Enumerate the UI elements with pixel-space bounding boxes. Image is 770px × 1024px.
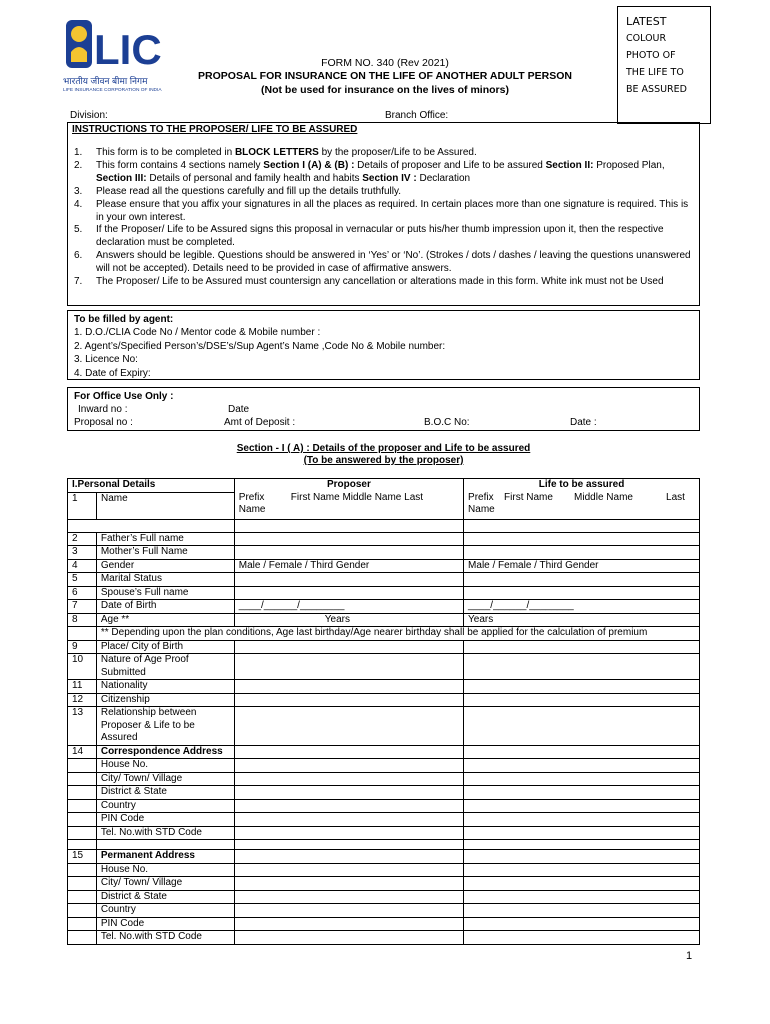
personal-details-heading: I.Personal Details <box>68 479 234 493</box>
row-number: 14 <box>68 745 97 759</box>
table-row <box>68 479 700 520</box>
address-field-label: City/ Town/ Village <box>96 772 234 786</box>
row-label: Nature of Age Proof Submitted <box>96 654 234 680</box>
row-label: Citizenship <box>96 693 234 707</box>
form-title: PROPOSAL FOR INSURANCE ON THE LIFE OF ANOTHER ADULT PERSON <box>198 70 572 82</box>
row-label: Date of Birth <box>96 600 234 614</box>
agent-line: 3. Licence No: <box>74 354 138 366</box>
row-number: 12 <box>68 693 97 707</box>
instruction-number: 6. <box>74 250 83 262</box>
instruction-number: 4. <box>74 198 83 210</box>
row-number: 6 <box>68 586 97 600</box>
row-label: Correspondence Address <box>96 745 234 759</box>
instruction-item <box>68 160 693 186</box>
first-name-label: First Name <box>504 491 553 503</box>
form-number: FORM NO. 340 (Rev 2021) <box>321 57 449 69</box>
table-row <box>68 559 700 573</box>
lic-logo <box>63 18 163 100</box>
table-row <box>68 693 700 707</box>
photo-line: PHOTO OF <box>626 50 676 61</box>
instruction-item <box>68 276 693 289</box>
table-row <box>68 546 700 560</box>
logo-caption: LIFE INSURANCE CORPORATION OF INDIA <box>63 88 162 93</box>
table-row <box>68 640 700 654</box>
row-label: Age ** <box>96 613 234 627</box>
instruction-number: 2. <box>74 159 83 171</box>
instructions-heading: INSTRUCTIONS TO THE PROPOSER/ LIFE TO BE ASSURED <box>72 124 358 135</box>
row-label: Permanent Address <box>96 850 234 864</box>
instruction-number: 1. <box>74 147 83 158</box>
instruction-text: The Proposer/ Life to be Assured must countersign any cancellation or alterations made in this form. White ink must not be Used <box>96 276 664 288</box>
section-subtitle: (To be answered by the proposer) <box>303 455 464 466</box>
address-field-label: District & State <box>96 890 234 904</box>
row-label: Father’s Full name <box>96 532 234 546</box>
instruction-text: Please read all the questions carefully and fill up the details truthfully. <box>96 185 401 197</box>
proposal-no-label: Proposal no : <box>74 417 133 429</box>
instruction-item <box>68 224 693 250</box>
row-label: Gender <box>96 559 234 573</box>
last-name-label: Last <box>666 491 685 503</box>
agent-line: 4. Date of Expiry: <box>74 367 151 379</box>
name-label: Name <box>468 504 495 515</box>
row-number: 13 <box>68 707 97 746</box>
agent-line: 1. D.O./CLIA Code No / Mentor code & Mobile number : <box>74 327 321 339</box>
branch-office-label: Branch Office: <box>385 110 449 121</box>
name-fields-label: First Name Middle Name Last <box>290 491 424 503</box>
instructions-list <box>68 147 699 289</box>
instruction-item <box>68 199 693 225</box>
table-row <box>68 850 700 864</box>
row-number: 4 <box>68 559 97 573</box>
address-field-label: Tel. No.with STD Code <box>96 931 234 945</box>
row-number: 2 <box>68 532 97 546</box>
agent-line: 2. Agent’s/Specified Person’s/DSE’s/Sup Agent’s Name ,Code No & Mobile number: <box>74 340 446 352</box>
instruction-text: If the Proposer/ Life to be Assured signs this proposal in vernacular or puts his/her thumb impression upon it, then the respective declaration must be completed. <box>96 224 664 249</box>
row-label: Nationality <box>96 680 234 694</box>
instruction-item <box>68 250 693 276</box>
life-gender-options: Male / Female / Third Gender <box>464 559 700 573</box>
photo-line: LATEST <box>626 15 667 28</box>
table-row <box>68 573 700 587</box>
address-field-label: Tel. No.with STD Code <box>96 826 234 840</box>
personal-details-table <box>67 478 700 945</box>
instruction-number: 5. <box>74 224 83 236</box>
form-subtitle: (Not be used for insurance on the lives of minors) <box>261 84 509 96</box>
agent-box <box>67 310 700 380</box>
instruction-number: 3. <box>74 185 83 197</box>
photo-line: THE LIFE TO <box>626 67 684 78</box>
row-number: 10 <box>68 654 97 680</box>
table-row <box>68 600 700 614</box>
address-field-label: PIN Code <box>96 813 234 827</box>
life-years: Years <box>464 613 700 627</box>
address-field-label: Country <box>96 904 234 918</box>
table-row <box>68 532 700 546</box>
row-number: 5 <box>68 573 97 587</box>
instruction-item <box>68 147 693 160</box>
address-field-label: House No. <box>96 863 234 877</box>
middle-name-label: Middle Name <box>574 491 633 503</box>
row-label: Place/ City of Birth <box>96 640 234 654</box>
proposer-dob-blank: ____/______/________ <box>234 600 463 614</box>
row-number: 7 <box>68 600 97 614</box>
photo-line: COLOUR <box>626 33 667 44</box>
office-use-box <box>67 387 700 431</box>
proposer-gender-options: Male / Female / Third Gender <box>234 559 463 573</box>
row-number: 1 <box>68 493 97 519</box>
address-field-label: City/ Town/ Village <box>96 877 234 891</box>
table-row <box>68 745 700 759</box>
date-label: Date <box>228 404 250 416</box>
row-label: Name <box>101 492 128 504</box>
row-number: 9 <box>68 640 97 654</box>
prefix-label: Prefix <box>238 491 265 503</box>
age-note: ** Depending upon the plan conditions, Age last birthday/Age nearer birthday shall be applied for the calculation of premium <box>96 627 699 641</box>
address-field-label: PIN Code <box>96 917 234 931</box>
row-number: 8 <box>68 613 97 627</box>
table-row <box>68 654 700 680</box>
proposer-heading: Proposer <box>326 479 371 490</box>
page-number: 1 <box>686 950 693 962</box>
table-row <box>68 680 700 694</box>
address-field-label: House No. <box>96 759 234 773</box>
boc-no-label: B.O.C No: <box>424 417 470 429</box>
instruction-text: This form contains 4 sections namely Section I (A) & (B) : Details of proposer and Life to be assured Section II: Proposed Plan, Section III: Details of personal and family health and habits Section IV : Declaration <box>96 159 665 184</box>
address-field-label: District & State <box>96 786 234 800</box>
life-dob-blank: ____/______/________ <box>464 600 700 614</box>
inward-no-label: Inward no : <box>78 404 128 416</box>
instruction-text: Answers should be legible. Questions should be answered in ‘Yes’ or ‘No’. (Strokes / dots / dashes / leaving the questions unanswered will not be accepted). Details need to be provided in case of affirmative answers. <box>96 250 691 275</box>
logo-text: LIC <box>94 26 162 73</box>
instruction-number: 7. <box>74 276 83 288</box>
instructions-box <box>67 122 700 306</box>
date-label-2: Date : <box>570 417 597 429</box>
table-row <box>68 613 700 627</box>
name-label: Name <box>238 504 266 515</box>
logo-hindi: भारतीय जीवन बीमा निगम <box>63 76 148 86</box>
instruction-item <box>68 186 693 199</box>
address-field-label: Country <box>96 799 234 813</box>
row-label: Spouse’s Full name <box>96 586 234 600</box>
table-row <box>68 586 700 600</box>
row-number: 3 <box>68 546 97 560</box>
table-row <box>68 627 700 641</box>
office-heading: For Office Use Only : <box>74 391 174 402</box>
photo-box <box>617 6 711 124</box>
division-label: Division: <box>70 110 108 121</box>
row-label: Marital Status <box>96 573 234 587</box>
proposer-years: Years <box>234 613 463 627</box>
instruction-text: Please ensure that you affix your signatures in all the places as required. In certain places more than one signature is required. This is in your own interest. <box>96 198 689 223</box>
photo-line: BE ASSURED <box>626 84 687 95</box>
prefix-label: Prefix <box>468 491 494 503</box>
row-number: 11 <box>68 680 97 694</box>
row-label: Relationship between Proposer & Life to be Assured <box>96 707 234 746</box>
instruction-text: This form is to be completed in BLOCK LETTERS by the proposer/Life to be Assured. <box>96 147 477 158</box>
row-label: Mother’s Full Name <box>96 546 234 560</box>
row-number: 15 <box>68 850 97 864</box>
table-row <box>68 707 700 746</box>
amt-deposit-label: Amt of Deposit : <box>224 417 296 429</box>
life-assured-heading: Life to be assured <box>538 479 625 490</box>
agent-heading: To be filled by agent: <box>74 314 174 325</box>
section-title: Section - I ( A) : Details of the proposer and Life to be assured <box>236 443 531 454</box>
